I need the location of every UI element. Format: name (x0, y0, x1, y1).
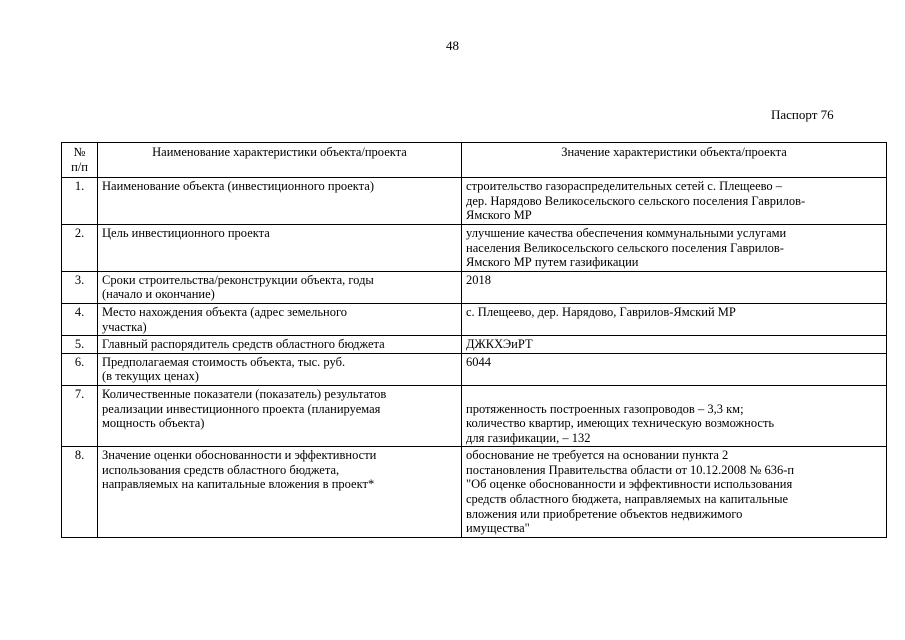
characteristic-value-line: дер. Нарядово Великосельского сельского поселения Гаврилов- (466, 193, 806, 208)
characteristic-name-line: направляемых на капитальные вложения в проект* (102, 477, 375, 492)
header-number (62, 143, 98, 178)
characteristic-value-line: Ямского МР (466, 208, 532, 223)
characteristic-name (98, 385, 462, 446)
characteristic-name-line: Место нахождения объекта (адрес земельного (102, 304, 348, 319)
characteristic-value-line: с. Плещеево, дер. Нарядово, Гаврилов-Ямский МР (466, 304, 736, 319)
passport-title: Паспорт 76 (771, 107, 834, 122)
characteristic-value-line: для газификации, – 132 (466, 430, 591, 445)
characteristic-value (462, 303, 887, 335)
table-row (62, 385, 887, 446)
characteristic-name (98, 303, 462, 335)
table-row (62, 178, 887, 225)
characteristic-name-line: Количественные показатели (показатель) результатов (102, 386, 387, 401)
characteristic-name-line: использования средств областного бюджета, (102, 462, 340, 477)
characteristic-value-line: 2018 (466, 272, 491, 287)
header-characteristic-name: Наименование характеристики объекта/проекта (98, 143, 462, 178)
characteristic-value-line: протяженность построенных газопроводов – 3,3 км; (466, 401, 744, 416)
characteristic-value-line: средств областного бюджета, направляемых на капитальные (466, 492, 789, 507)
table-row (62, 447, 887, 538)
row-number: 4. (62, 303, 98, 335)
characteristic-name (98, 178, 462, 225)
characteristic-value-line: населения Великосельского сельского поселения Гаврилов- (466, 240, 784, 255)
characteristic-value-line: постановления Правительства области от 10.12.2008 № 636-п (466, 462, 795, 477)
characteristic-value-line: 6044 (466, 354, 491, 369)
characteristic-name-line: мощность объекта) (102, 416, 205, 431)
characteristic-value (462, 447, 887, 538)
table-row (62, 303, 887, 335)
characteristic-name (98, 224, 462, 271)
characteristic-name-line: участка) (102, 319, 147, 334)
table-body (62, 178, 887, 538)
characteristic-name-line: Сроки строительства/реконструкции объекта, годы (102, 272, 374, 287)
characteristic-value-line: "Об оценке обоснованности и эффективности использования (466, 477, 793, 492)
table-header-row (62, 143, 887, 178)
characteristic-value-line: Ямского МР путем газификации (466, 255, 639, 270)
characteristic-value (462, 178, 887, 225)
characteristic-value (462, 224, 887, 271)
characteristic-name-line: (в текущих ценах) (102, 369, 199, 384)
characteristic-name-line: реализации инвестиционного проекта (планируемая (102, 401, 381, 416)
page-number: 48 (446, 38, 459, 53)
characteristic-value-line: обоснование не требуется на основании пункта 2 (466, 448, 729, 463)
table-row (62, 271, 887, 303)
row-number: 1. (62, 178, 98, 225)
row-number: 2. (62, 224, 98, 271)
characteristic-value-line (466, 387, 882, 402)
table-row (62, 336, 887, 354)
characteristic-name-line: Предполагаемая стоимость объекта, тыс. руб. (102, 354, 346, 369)
characteristic-name-line: Значение оценки обоснованности и эффективности (102, 448, 377, 463)
characteristic-value-line: имущества" (466, 521, 530, 536)
row-number: 5. (62, 336, 98, 354)
characteristic-value-line: вложения или приобретение объектов недвижимого (466, 506, 743, 521)
row-number: 7. (62, 385, 98, 446)
row-number: 3. (62, 271, 98, 303)
characteristic-name (98, 271, 462, 303)
characteristic-name-line: (начало и окончание) (102, 287, 215, 302)
characteristic-name (98, 336, 462, 354)
characteristic-value (462, 271, 887, 303)
characteristic-value-line: ДЖКХЭиРТ (466, 337, 533, 352)
row-number: 8. (62, 447, 98, 538)
table-row (62, 353, 887, 385)
row-number: 6. (62, 353, 98, 385)
characteristic-name-line: Цель инвестиционного проекта (102, 225, 270, 240)
characteristic-name (98, 353, 462, 385)
header-characteristic-value: Значение характеристики объекта/проекта (462, 143, 887, 178)
header-number-line: № (73, 145, 86, 159)
characteristic-name (98, 447, 462, 538)
table-row (62, 224, 887, 271)
characteristic-value (462, 353, 887, 385)
characteristic-value-line: строительство газораспределительных сетей с. Плещеево – (466, 179, 783, 194)
characteristic-value-line: количество квартир, имеющих техническую возможность (466, 416, 775, 431)
passport-table (61, 142, 887, 538)
characteristic-value (462, 336, 887, 354)
header-number-line: п/п (71, 159, 88, 174)
characteristic-value-line: улучшение качества обеспечения коммунальными услугами (466, 225, 787, 240)
characteristic-value (462, 385, 887, 446)
characteristic-name-line: Главный распорядитель средств областного бюджета (102, 337, 385, 352)
characteristic-name-line: Наименование объекта (инвестиционного проекта) (102, 179, 375, 194)
